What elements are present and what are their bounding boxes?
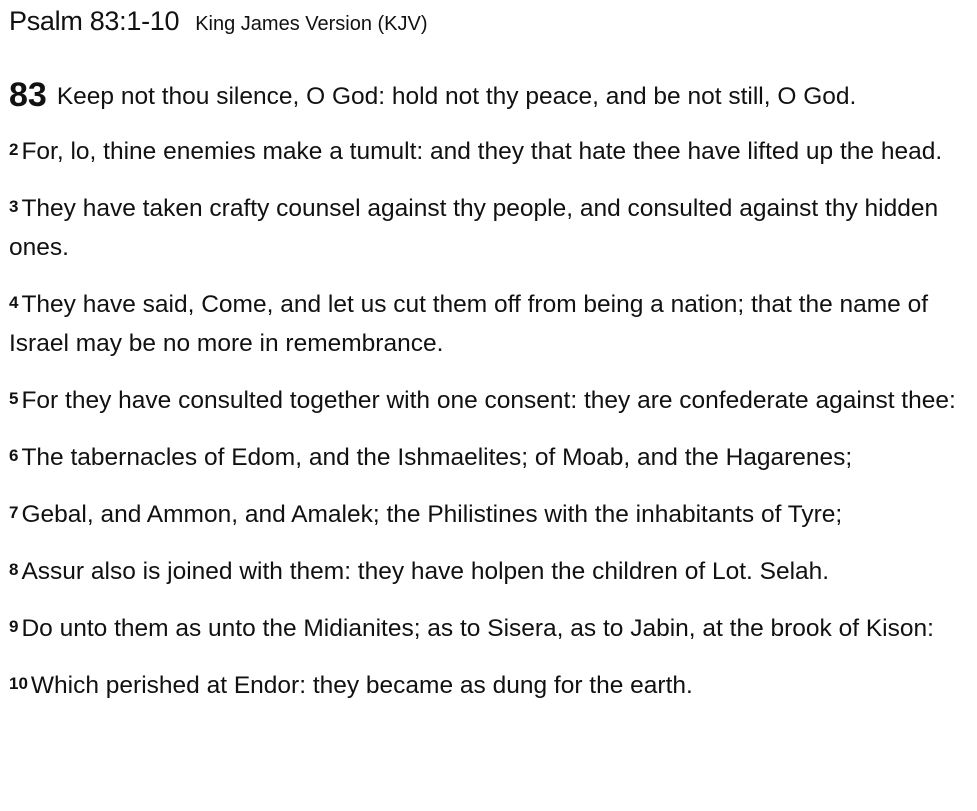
verse-number: 10 — [9, 674, 28, 693]
verse-number: 2 — [9, 140, 19, 159]
verse-5 — [9, 379, 971, 420]
verse-number: 4 — [9, 293, 19, 312]
verse-3 — [9, 187, 971, 267]
verse-6 — [9, 436, 971, 477]
verse-text: Gebal, and Ammon, and Amalek; the Philistines with the inhabitants of Tyre; — [21, 501, 843, 528]
verse-text: For, lo, thine enemies make a tumult: and they that hate thee have lifted up the head. — [21, 138, 943, 165]
verse-number: 7 — [9, 503, 19, 522]
verse-4 — [9, 283, 971, 363]
verse-text: The tabernacles of Edom, and the Ishmaelites; of Moab, and the Hagarenes; — [21, 444, 853, 471]
passage-header — [9, 6, 971, 42]
verse-text: They have said, Come, and let us cut them off from being a nation; that the name of Israel may be no more in remembrance. — [9, 291, 929, 357]
verse-list — [9, 76, 971, 705]
verse-number: 5 — [9, 389, 19, 408]
verse-number: 3 — [9, 197, 19, 216]
verse-number: 9 — [9, 617, 19, 636]
chapter-number: 83 — [9, 76, 47, 114]
verse-9 — [9, 607, 971, 648]
verse-text: Assur also is joined with them: they have holpen the children of Lot. Selah. — [21, 558, 830, 585]
passage-reference: Psalm 83:1-10 — [9, 6, 180, 36]
verse-7 — [9, 493, 971, 534]
verse-text: They have taken crafty counsel against thy people, and consulted against thy hidden ones. — [9, 195, 939, 261]
verse-8 — [9, 550, 971, 591]
verse-text: For they have consulted together with one consent: they are confederate against thee: — [21, 387, 956, 414]
verse-10 — [9, 664, 971, 705]
verse-text: Keep not thou silence, O God: hold not thy peace, and be not still, O God. — [56, 83, 857, 110]
bible-version: King James Version (KJV) — [195, 13, 428, 35]
verse-text: Do unto them as unto the Midianites; as to Sisera, as to Jabin, at the brook of Kison: — [21, 615, 934, 642]
verse-text: Which perished at Endor: they became as dung for the earth. — [30, 672, 693, 699]
verse-number: 8 — [9, 560, 19, 579]
verse-number: 6 — [9, 446, 19, 465]
verse-2 — [9, 130, 971, 171]
verse-1 — [9, 76, 971, 116]
